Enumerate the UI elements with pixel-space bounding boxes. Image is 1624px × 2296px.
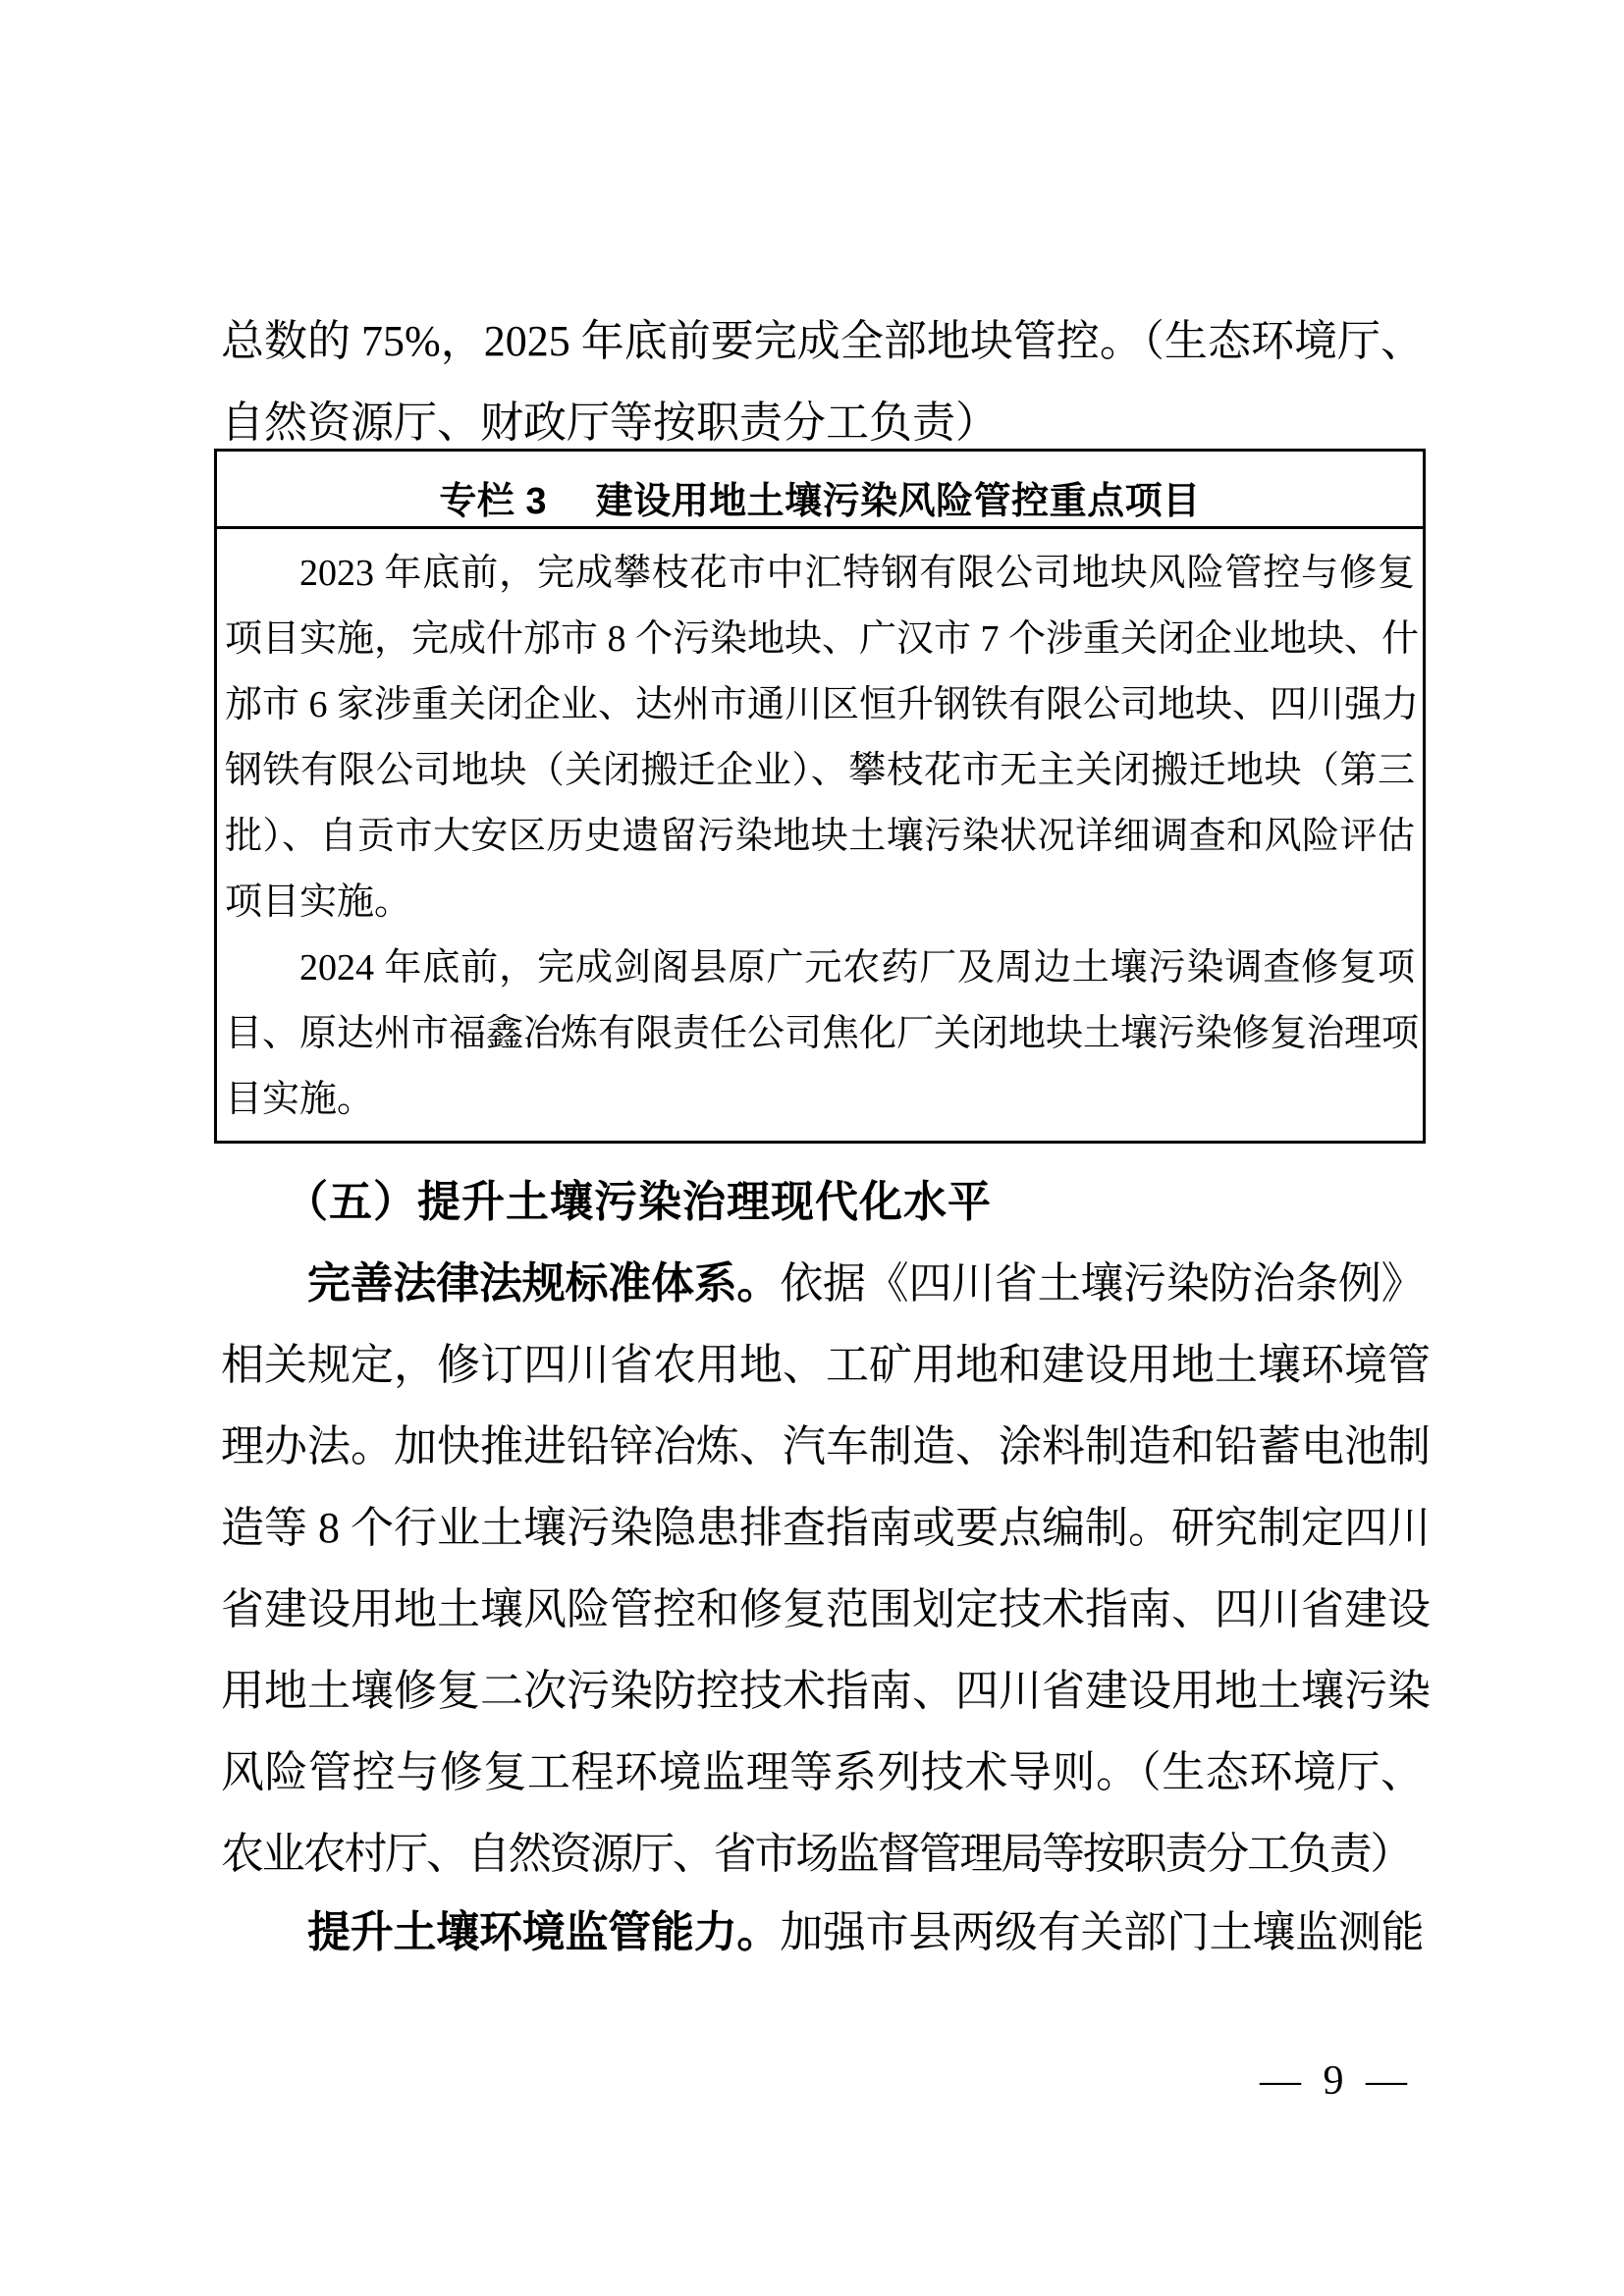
box-paragraph-2023 [225,541,1420,935]
text-line: 农业农村厅、自然资源厅、省市场监督管理局等按职责分工负责） [221,1830,1412,1878]
text-line: 风险管控与修复工程环境监理等系列技术导则。（生态环境厅、 [221,1748,1424,1796]
box-title: 专栏 3 建设用地土壤污染风险管控重点项目 [217,452,1423,529]
box-body [217,529,1423,1133]
text-line: 2024 年底前，完成剑阁县原广元农药厂及周边土壤污染调查修复项 [299,947,1415,988]
text-line: 用地土壤修复二次污染防控技术指南、四川省建设用地土壤污染 [221,1667,1431,1715]
bold-lead-text: 提升土壤环境监管能力。 [307,1908,781,1956]
intro-paragraph [221,300,1424,463]
lead-rest-text: 加强市县两级有关部门土壤监测能 [780,1908,1424,1956]
text-line: 批）、自贡市大安区历史遗留污染地块土壤污染状况详细调查和风险评估 [225,816,1415,857]
text-line: 邡市 6 家涉重关闭企业、达州市通川区恒升钢铁有限公司地块、四川强力 [225,684,1420,725]
text-line: 项目实施，完成什邡市 8 个污染地块、广汉市 7 个涉重关闭企业地块、什 [225,618,1420,660]
lead-rest-text: 依据《四川省土壤污染防治条例》 [780,1259,1424,1308]
legal-paragraph-lines [221,1324,1431,1895]
text-line: 总数的 75%，2025 年底前要完成全部地块管控。（生态环境厅、 [221,317,1424,365]
text-line: 目实施。 [225,1079,375,1120]
text-line: 目、原达州市福鑫冶炼有限责任公司焦化厂关闭地块土壤污染修复治理项 [225,1013,1420,1054]
text-line: 自然资源厅、财政厅等按职责分工负责） [221,399,999,447]
text-line: 项目实施。 [225,881,412,923]
legal-paragraph-first-line [221,1243,1424,1324]
supervision-paragraph [221,1892,1424,1973]
legal-paragraph [221,1243,1431,1895]
text-line: 省建设用地土壤风险管控和修复范围划定技术指南、四川省建设 [221,1585,1431,1633]
text-line: 理办法。加快推进铅锌冶炼、汽车制造、涂料制造和铅蓄电池制 [221,1422,1431,1470]
text-line: 相关规定，修订四川省农用地、工矿用地和建设用地土壤环境管 [221,1341,1431,1389]
bold-lead-text: 完善法律法规标准体系。 [307,1259,781,1308]
special-column-box [214,449,1426,1144]
page-number: — 9 — [1260,2058,1413,2104]
supervision-paragraph-first-line [221,1892,1424,1973]
text-line: 2023 年底前，完成攀枝花市中汇特钢有限公司地块风险管控与修复 [299,553,1415,594]
text-line: 造等 8 个行业土壤污染隐患排查指南或要点编制。研究制定四川 [221,1504,1431,1552]
box-paragraph-2024 [225,935,1420,1133]
section-heading: （五）提升土壤污染治理现代化水平 [285,1178,992,1226]
text-line: 钢铁有限公司地块（关闭搬迁企业）、攀枝花市无主关闭搬迁地块（第三 [225,750,1415,791]
